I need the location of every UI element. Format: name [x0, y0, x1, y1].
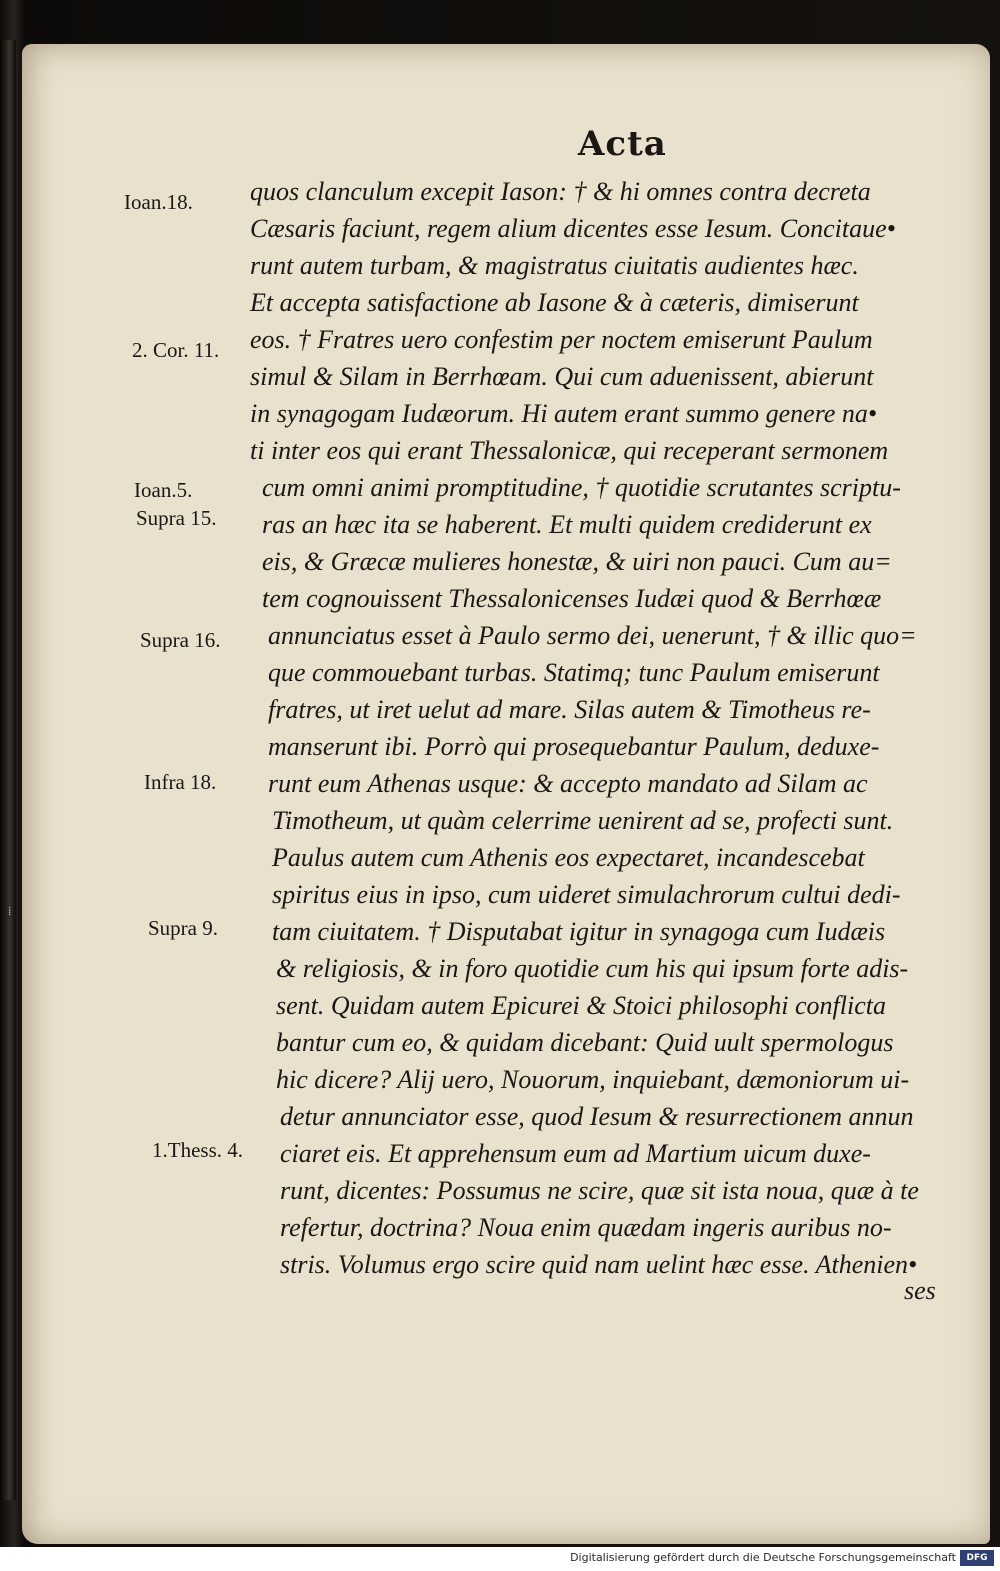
margin-note: Supra 16.	[140, 628, 221, 652]
text-line-10: ras an hæc ita se haberent. Et multi quidem crediderunt ex	[262, 510, 872, 539]
text-line-4: Et accepta satisfactione ab Iasone & à cæteris, dimiserunt	[250, 288, 859, 317]
text-line-14: que commouebant turbas. Statimq; tunc Paulum emiserunt	[268, 658, 880, 687]
text-line-1: quos clanculum excepit Iason: † & hi omnes contra decreta	[250, 177, 871, 206]
margin-notes	[0, 0, 260, 1571]
text-line-17: runt eum Athenas usque: & accepto mandato ad Silam ac	[268, 769, 868, 798]
running-head: Acta	[578, 124, 667, 164]
footer-credit: Digitalisierung gefördert durch die Deutsche Forschungsgemeinschaft	[570, 1551, 956, 1564]
text-line-18: Timotheum, ut quàm celerrime uenirent ad se, profecti sunt.	[272, 806, 894, 835]
text-line-7: in synagogam Iudæorum. Hi autem erant summo genere na•	[250, 399, 878, 428]
margin-note: 2. Cor. 11.	[132, 338, 220, 362]
text-line-2: Cæsaris faciunt, regem alium dicentes esse Iesum. Concitaue•	[250, 214, 896, 243]
text-line-24: bantur cum eo, & quidam dicebant: Quid uult spermologus	[276, 1028, 894, 1057]
margin-note: Ioan.5.	[134, 478, 193, 502]
text-line-3: runt autem turbam, & magistratus ciuitatis audientes hæc.	[250, 251, 859, 280]
text-line-21: tam ciuitatem. † Disputabat igitur in synagoga cum Iudæis	[272, 917, 886, 946]
dfg-logo: DFG	[960, 1550, 994, 1566]
text-line-6: simul & Silam in Berrhœam. Qui cum aduenissent, abierunt	[250, 362, 874, 391]
margin-note: Supra 9.	[148, 916, 218, 940]
text-line-15: fratres, ut iret uelut ad mare. Silas autem & Timotheus re-	[268, 695, 871, 724]
text-line-13: annunciatus esset à Paulo sermo dei, uenerunt, † & illic quo=	[268, 621, 917, 650]
text-line-26: detur annunciator esse, quod Iesum & resurrectionem annun	[280, 1102, 914, 1131]
text-line-22: & religiosis, & in foro quotidie cum his qui ipsum forte adis-	[276, 954, 909, 983]
margin-note: Infra 18.	[144, 770, 217, 794]
margin-note: 1.Thess. 4.	[152, 1138, 243, 1162]
text-line-5: eos. † Fratres uero confestim per noctem emiserunt Paulum	[250, 325, 873, 354]
text-line-28: runt, dicentes: Possumus ne scire, quæ sit ista noua, quæ à te	[280, 1176, 919, 1205]
text-line-23: sent. Quidam autem Epicurei & Stoici philosophi conflicta	[276, 991, 886, 1020]
margin-note: Ioan.18.	[124, 190, 193, 214]
text-line-29: refertur, doctrina? Noua enim quædam ingeris auribus no-	[280, 1213, 892, 1242]
text-line-12: tem cognouissent Thessalonicenses Iudæi quod & Berrhœæ	[262, 584, 882, 613]
text-line-30: stris. Volumus ergo scire quid nam uelint hæc esse. Athenien•	[280, 1250, 918, 1279]
text-line-9: cum omni animi promptitudine, † quotidie scrutantes scriptu-	[262, 473, 901, 502]
text-line-8: ti inter eos qui erant Thessalonicæ, qui receperant sermonem	[250, 436, 889, 465]
margin-note: Supra 15.	[136, 506, 217, 530]
text-line-25: hic dicere? Alij uero, Nouorum, inquiebant, dæmoniorum ui-	[276, 1065, 910, 1094]
footer-bar	[0, 1547, 1000, 1571]
text-line-27: ciaret eis. Et apprehensum eum ad Martium uicum duxe-	[280, 1139, 871, 1168]
text-line-19: Paulus autem cum Athenis eos expectaret, incandescebat	[272, 843, 865, 872]
text-line-16: manserunt ibi. Porrò qui prosequebantur Paulum, deduxe-	[268, 732, 880, 761]
catchword: ses	[904, 1276, 936, 1305]
text-line-11: eis, & Græcæ mulieres honestæ, & uiri non pauci. Cum au=	[262, 547, 892, 576]
text-line-20: spiritus eius in ipso, cum uideret simulachrorum cultui dedi-	[272, 880, 901, 909]
binding-thread-marks: ⁞	[8, 904, 12, 918]
